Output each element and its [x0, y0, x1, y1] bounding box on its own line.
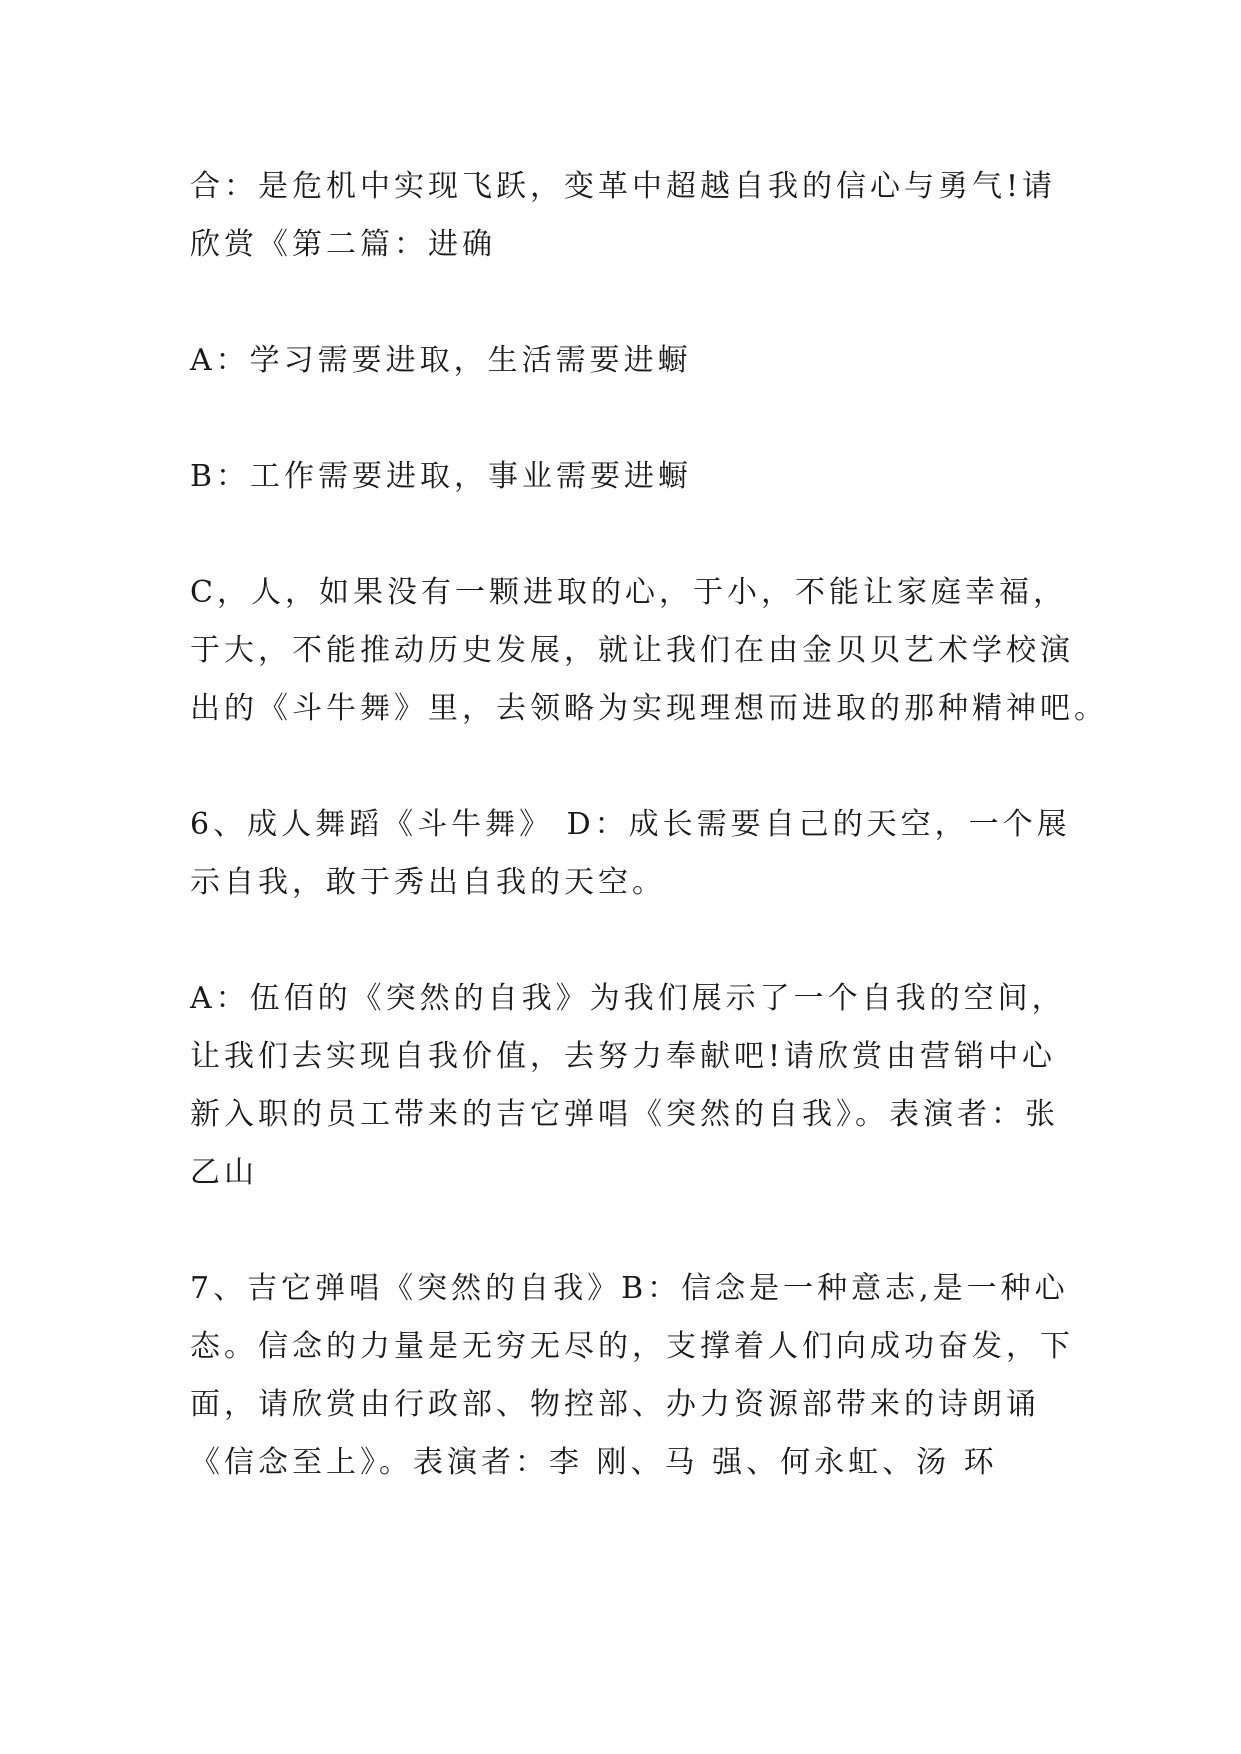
text-line: 示自我，敢于秀出自我的天空。	[190, 865, 666, 900]
text-line: A：伍佰的《突然的自我》为我们展示了一个自我的空间，	[190, 981, 1066, 1016]
text-line: 面，请欣赏由行政部、物控部、办力资源部带来的诗朗诵	[190, 1387, 1040, 1422]
text-line: 态。信念的力量是无穷无尽的，支撑着人们向成功奋发，下	[190, 1329, 1074, 1364]
paragraph-speaker-a-study	[190, 332, 1060, 390]
document-body	[190, 158, 1108, 1550]
paragraph-item-6-dance	[190, 796, 1071, 912]
text-line: 欣赏《第二篇：进确	[190, 227, 496, 262]
paragraph-intro-he	[190, 158, 1060, 274]
text-line: 乙山	[190, 1155, 258, 1190]
paragraph-speaker-c-progress	[190, 564, 1108, 738]
paragraph-speaker-b-work	[190, 448, 1060, 506]
text-line: A：学习需要进取，生活需要进蟵	[190, 343, 692, 378]
text-line: 新入职的员工带来的吉它弹唱《突然的自我》。表演者：张	[190, 1097, 1059, 1132]
paragraph-speaker-a-guitar	[190, 970, 1066, 1202]
text-line: 6、成人舞蹈《斗牛舞》 D：成长需要自己的天空，一个展	[190, 807, 1071, 842]
text-line: 《信念至上》。表演者：李 刚、马 强、何永虹、汤 环	[190, 1445, 998, 1480]
text-line: B：工作需要进取，事业需要进蟵	[190, 459, 693, 494]
text-line: 7、吉它弹唱《突然的自我》B：信念是一种意志,是一种心	[190, 1271, 1069, 1306]
text-line: C，人，如果没有一颗进取的心，于小，不能让家庭幸福，	[190, 575, 1067, 610]
text-line: 让我们去实现自我价值，去努力奉献吧!请欣赏由营销中心	[190, 1039, 1057, 1074]
text-line: 合：是危机中实现飞跃，变革中超越自我的信心与勇气!请	[190, 169, 1057, 204]
text-line: 于大，不能推动历史发展，就让我们在由金贝贝艺术学校演	[190, 633, 1074, 668]
text-line: 出的《斗牛舞》里，去领略为实现理想而进取的那种精神吧。	[190, 691, 1108, 726]
paragraph-item-7-guitar	[190, 1260, 1074, 1492]
